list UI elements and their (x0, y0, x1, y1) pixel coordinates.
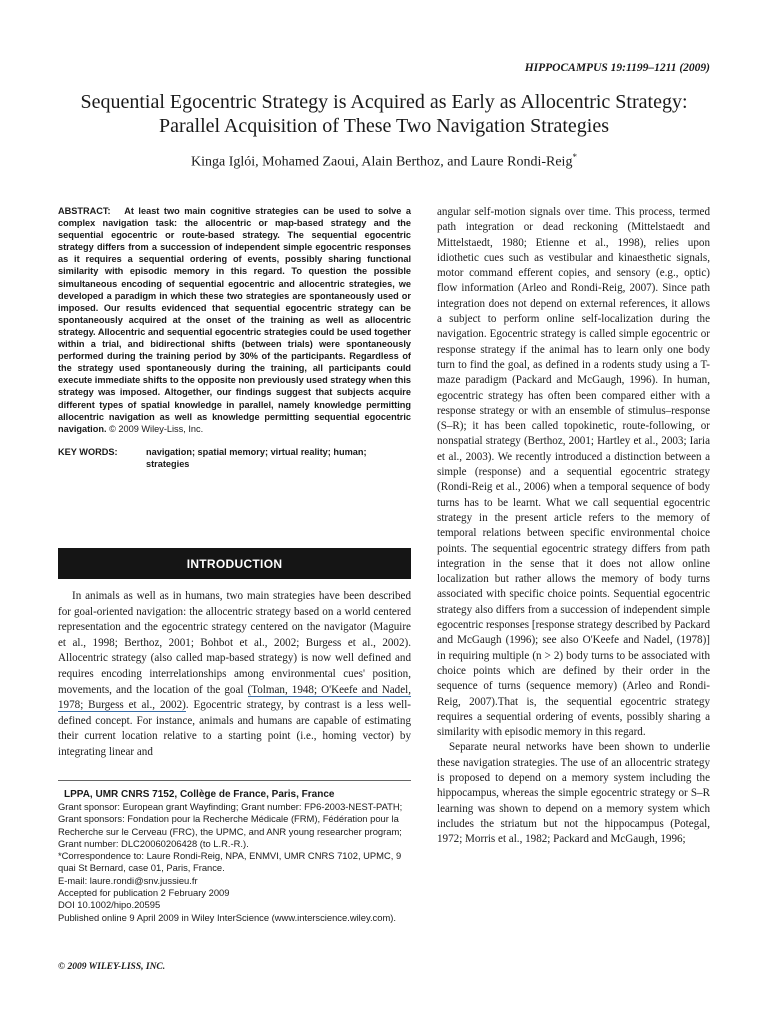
grant-footnote: Grant sponsor: European grant Wayfinding; Grant number: FP6-2003-NEST-PATH; Grant sponsors: Fondation pour la Recherche Médicale (FRM), Fédération pour la Recherche sur le Cerveau (FRC), the UPMC, and ANR young researcher program; Grant number: DLC20060206428 (to L.R.-R.). (58, 801, 403, 849)
abstract-label: ABSTRACT: (58, 206, 111, 216)
accepted-date: Accepted for publication 2 February 2009 (58, 887, 230, 899)
citation-link[interactable]: (Tolman, 1948; O'Keefe and Nadel, 1978; Burgess et al., 2002) (58, 683, 411, 712)
right-column (437, 205, 710, 847)
left-column (58, 205, 411, 470)
section-heading-introduction: INTRODUCTION (58, 548, 411, 579)
paper-title: Sequential Egocentric Strategy is Acquired as Early as Allocentric Strategy: Parallel Acquisition of These Two Navigation Strategies (80, 91, 688, 137)
abstract-text: At least two main cognitive strategies can be used to solve a complex navigation task: the allocentric or map-based strategy and the sequential egocentric or route-based strategy. The sequential egocentric strategy differs from a succession of independent simple egocentric responses as it requires a sequential ordering of events, possibly sharing functional similarity with episodic memory in this regard. To question the possible simultaneous encoding of sequential egocentric and allocentric strategies, we developed a paradigm in which these two strategies are spontaneously used or imposed. Our results evidenced that sequential egocentric strategy can be spontaneously acquired at the onset of the training as well as allocentric strategy. Allocentric and sequential egocentric strategies could be used together within a trial, and bidirectional shifts (between trials) were spontaneously performed during the training period by 30% of the participants. Regardless of the strategy used spontaneously during the training, all participants could execute immediate shifts to the opposite non previously used strategy when this strategy was imposed. Altogether, our findings suggest that subjects acquire different types of spatial knowledge in parallel, namely knowledge permitting allocentric navigation as well as knowledge permitting sequential egocentric navigation. (58, 206, 411, 434)
right-paragraph-2: Separate neural networks have been shown to underlie these navigation strategies. The use of an allocentric strategy is proposed to depend on a memory system including the hippocampus, whereas the simple egocentric strategy or S–R learning was shown to depend on a memory system which includes the striatum but not the hippocampus (Potegal, 1972; Morris et al., 1982; Packard and McGaugh, 1996; (437, 741, 710, 846)
introduction-paragraph (58, 589, 411, 761)
correspondence-mark: * (572, 152, 577, 162)
author-names: Kinga Iglói, Mohamed Zaoui, Alain Berthoz, and Laure Rondi-Reig (191, 154, 573, 170)
keywords-text: navigation; spatial memory; virtual reality; human; strategies (146, 446, 367, 469)
correspondence-footnote: *Correspondence to: Laure Rondi-Reig, NPA, ENMVI, UMR CNRS 7102, UPMC, 9 quai St Bernard, case 01, Paris, France. (58, 850, 402, 874)
journal-reference: HIPPOCAMPUS 19:1199–1211 (2009) (524, 62, 710, 74)
intro-text-part2: . Egocentric strategy, by contrast is a less well-defined concept. For instance, animals and humans are capable of estimating their current location relative to a starting point (i.e., homing vector) by integrating linear and (58, 699, 411, 758)
abstract-copyright: © 2009 Wiley-Liss, Inc. (109, 423, 204, 434)
abstract (58, 205, 411, 435)
keywords (58, 446, 411, 470)
doi: DOI 10.1002/hipo.20595 (58, 899, 161, 911)
author-list (58, 152, 710, 171)
keywords-label: KEY WORDS: (58, 446, 118, 457)
footnote-divider (58, 780, 411, 781)
intro-text-part1: In animals as well as in humans, two main strategies have been described for goal-oriented navigation: the allocentric strategy based on a world centered representation and the egocentric strategy centered on the navigator (Maguire et al., 1998; Berthoz, 2001; Bohbot et al., 2002; Burgess et al., 2002). Allocentric strategy (also called map-based strategy) is now well defined and requires encoding interrelationships among environmental cues' position, movements, and the location of the goal (58, 590, 411, 696)
published-online: Published online 9 April 2009 in Wiley InterScience (www.interscience.wiley.com). (58, 911, 396, 923)
right-paragraph-1: angular self-motion signals over time. This process, termed path integration or dead reckoning (Mittelstaedt and Mittelstaedt, 1980; Etienne et al., 1998), relies upon idiothetic cues such as vestibular and kinaesthetic signals, motor command efferent copies, and sensory (e.g., optic) flow information (Arleo and Rondi-Reig, 2007). Since path integration does not depend on external references, it allows a subject to perform online self-localization during the navigation. Egocentric strategy is called simple egocentric or response strategy if the animal has to learn only one body turn to find the goal, as defined in a rodents study using a T-maze paradigm (Packard and McGaugh, 1996). In human, egocentric strategy has often been compared either with a response strategy or with an ensemble of stimulus–response (S–R); it has been called topokinetic, route-following, or nonspatial strategy (Berthoz, 2001; Hartley et al., 2003; Iaria et al., 2003). We recently introduced a distinction between a simple (response) and a sequential egocentric strategy (Rondi-Reig et al., 2006) when a temporal sequence of body turns has to be learnt. What we call sequential egocentric strategy in the present article refers to the memory of temporal relations between specific environmental choice points. The sequential egocentric strategy differs from path integration in the sense that it does not allow online localization but rather allows the memory of body turns associated with specific choice points. Sequential egocentric strategy also differs from a succession of independent simple egocentric responses [response strategy described by Packard and McGaugh (1996); see also O'Keefe and Nadel, (1978)] in requiring multiple (n > 2) body turns to be associated with choice points which are defined by their order in the sequence of turns (sequence memory) (Arleo and Rondi-Reig, 2007).That is, the sequential egocentric strategy requires a sequential ordering of events, possibly sharing a similarity with episodic memory in this regard. (437, 206, 710, 739)
affiliation: LPPA, UMR CNRS 7152, Collège de France, Paris, France (64, 789, 335, 800)
footer-copyright: © 2009 WILEY-LISS, INC. (58, 962, 166, 972)
footnotes-block (58, 788, 411, 924)
email-footnote: E-mail: laure.rondi@snv.jussieu.fr (58, 874, 198, 886)
